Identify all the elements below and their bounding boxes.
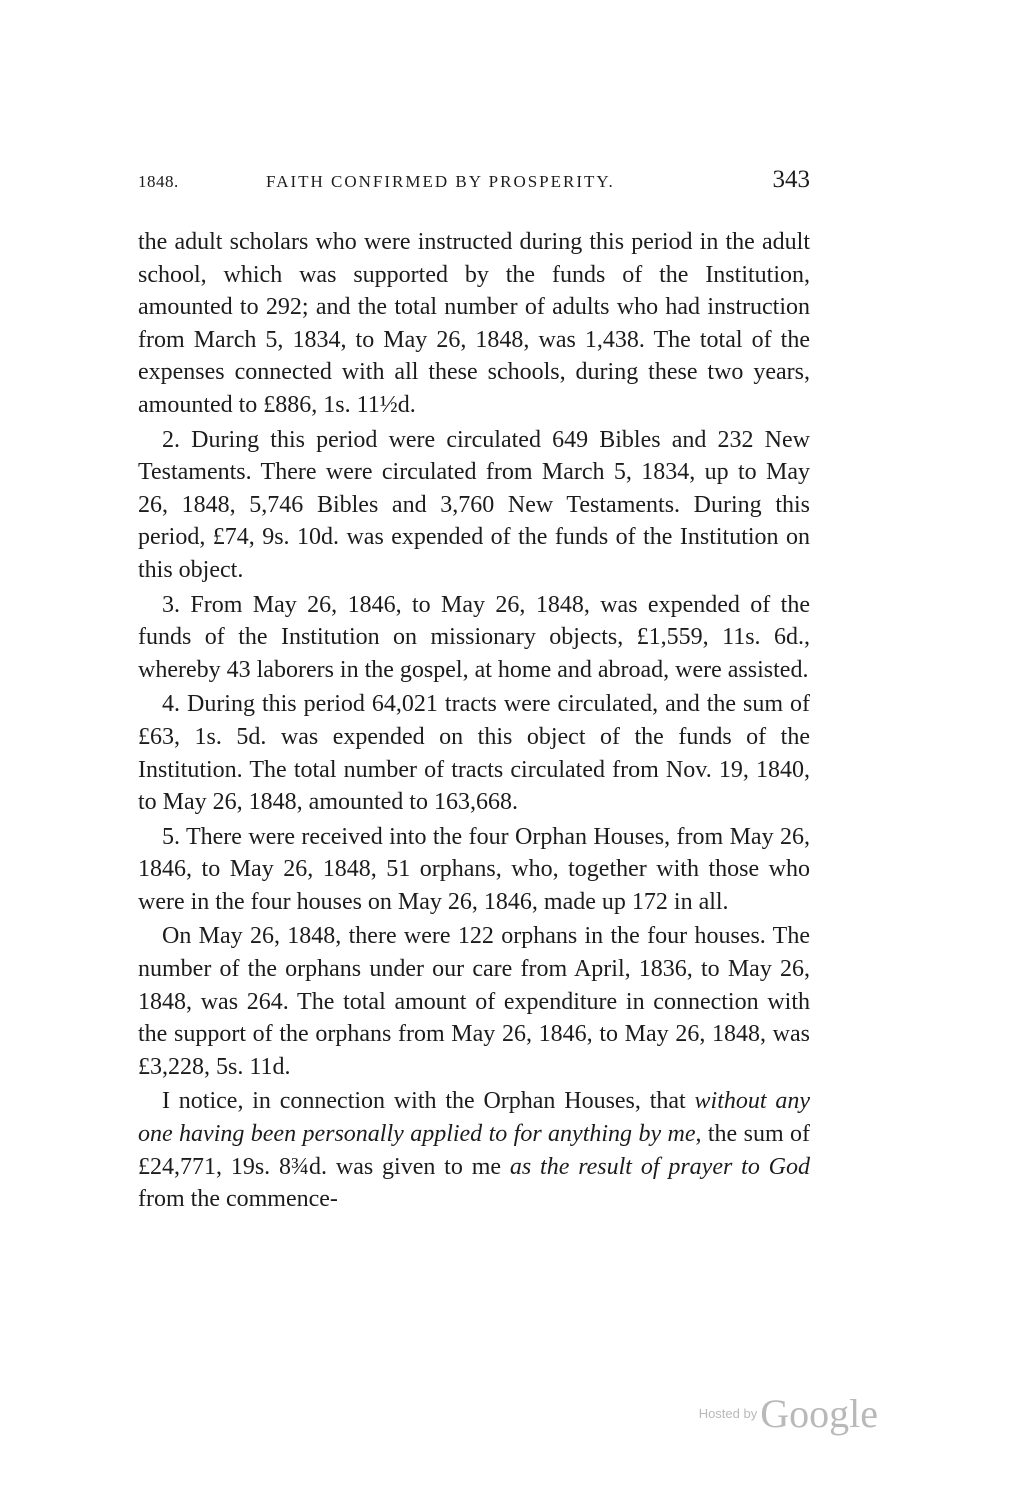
notice-text-2: , the sum of £24,771, 19s. 8¾d. was given to me [138, 1121, 810, 1180]
paragraph-bibles: 2. During this period were circulated 649 Bibles and 232 New Testaments. There were circulated from March 5, 1834, up to May 26, 1848, 5,746 Bibles and 3,760 New Testaments. During this period, £74, 9s. 10d. was expended of the funds of the Institution on this object. [138, 426, 810, 583]
notice-text-1: I notice, in connection with the Orphan Houses, that [162, 1088, 695, 1115]
paragraph-tracts: 4. During this period 64,021 tracts were circulated, and the sum of £63, 1s. 5d. was expended on this object of the funds of the Institution. The total number of tracts circulated from Nov. 19, 1840, to May 26, 1848, amounted to 163,668. [138, 691, 810, 816]
notice-text-3: from the commence- [138, 1186, 338, 1213]
google-watermark [699, 1390, 878, 1440]
watermark-google-logo: Google [760, 1391, 878, 1436]
paragraph-orphans-received: 5. There were received into the four Orphan Houses, from May 26, 1846, to May 26, 1848, 51 orphans, who, together with those who were in the four houses on May 26, 1846, made up 172 in all. [138, 823, 810, 915]
paragraph-continuation: the adult scholars who were instructed during this period in the adult school, which was supported by the funds of the Institution, amounted to 292; and the total number of adults who had instruction from March 5, 1834, to May 26, 1848, was 1,438. The total of the expenses connected with all these schools, during these two years, amounted to £886, 1s. 11½d. [138, 229, 810, 418]
page-number: 343 [772, 166, 810, 193]
watermark-hosted-by: Hosted by [698, 1406, 758, 1421]
running-head-title: FAITH CONFIRMED BY PROSPERITY. [266, 172, 615, 191]
paragraph-notice [138, 1085, 810, 1215]
body-text [138, 226, 810, 1216]
running-head [138, 168, 810, 198]
paragraph-orphans-total: On May 26, 1848, there were 122 orphans in the four houses. The number of the orphans under our care from April, 1836, to May 26, 1848, was 264. The total amount of expenditure in connection with the support of the orphans from May 26, 1846, to May 26, 1848, was £3,228, 5s. 11d. [138, 923, 810, 1080]
notice-italic-1: without any one having been personally applied to for anything by me [138, 1088, 810, 1148]
paragraph-missionary: 3. From May 26, 1846, to May 26, 1848, was expended of the funds of the Institution on missionary objects, £1,559, 11s. 6d., whereby 43 laborers in the gospel, at home and abroad, were assisted. [138, 591, 810, 683]
notice-italic-2: as the result of prayer to God [509, 1153, 810, 1180]
running-head-year: 1848. [138, 172, 179, 191]
